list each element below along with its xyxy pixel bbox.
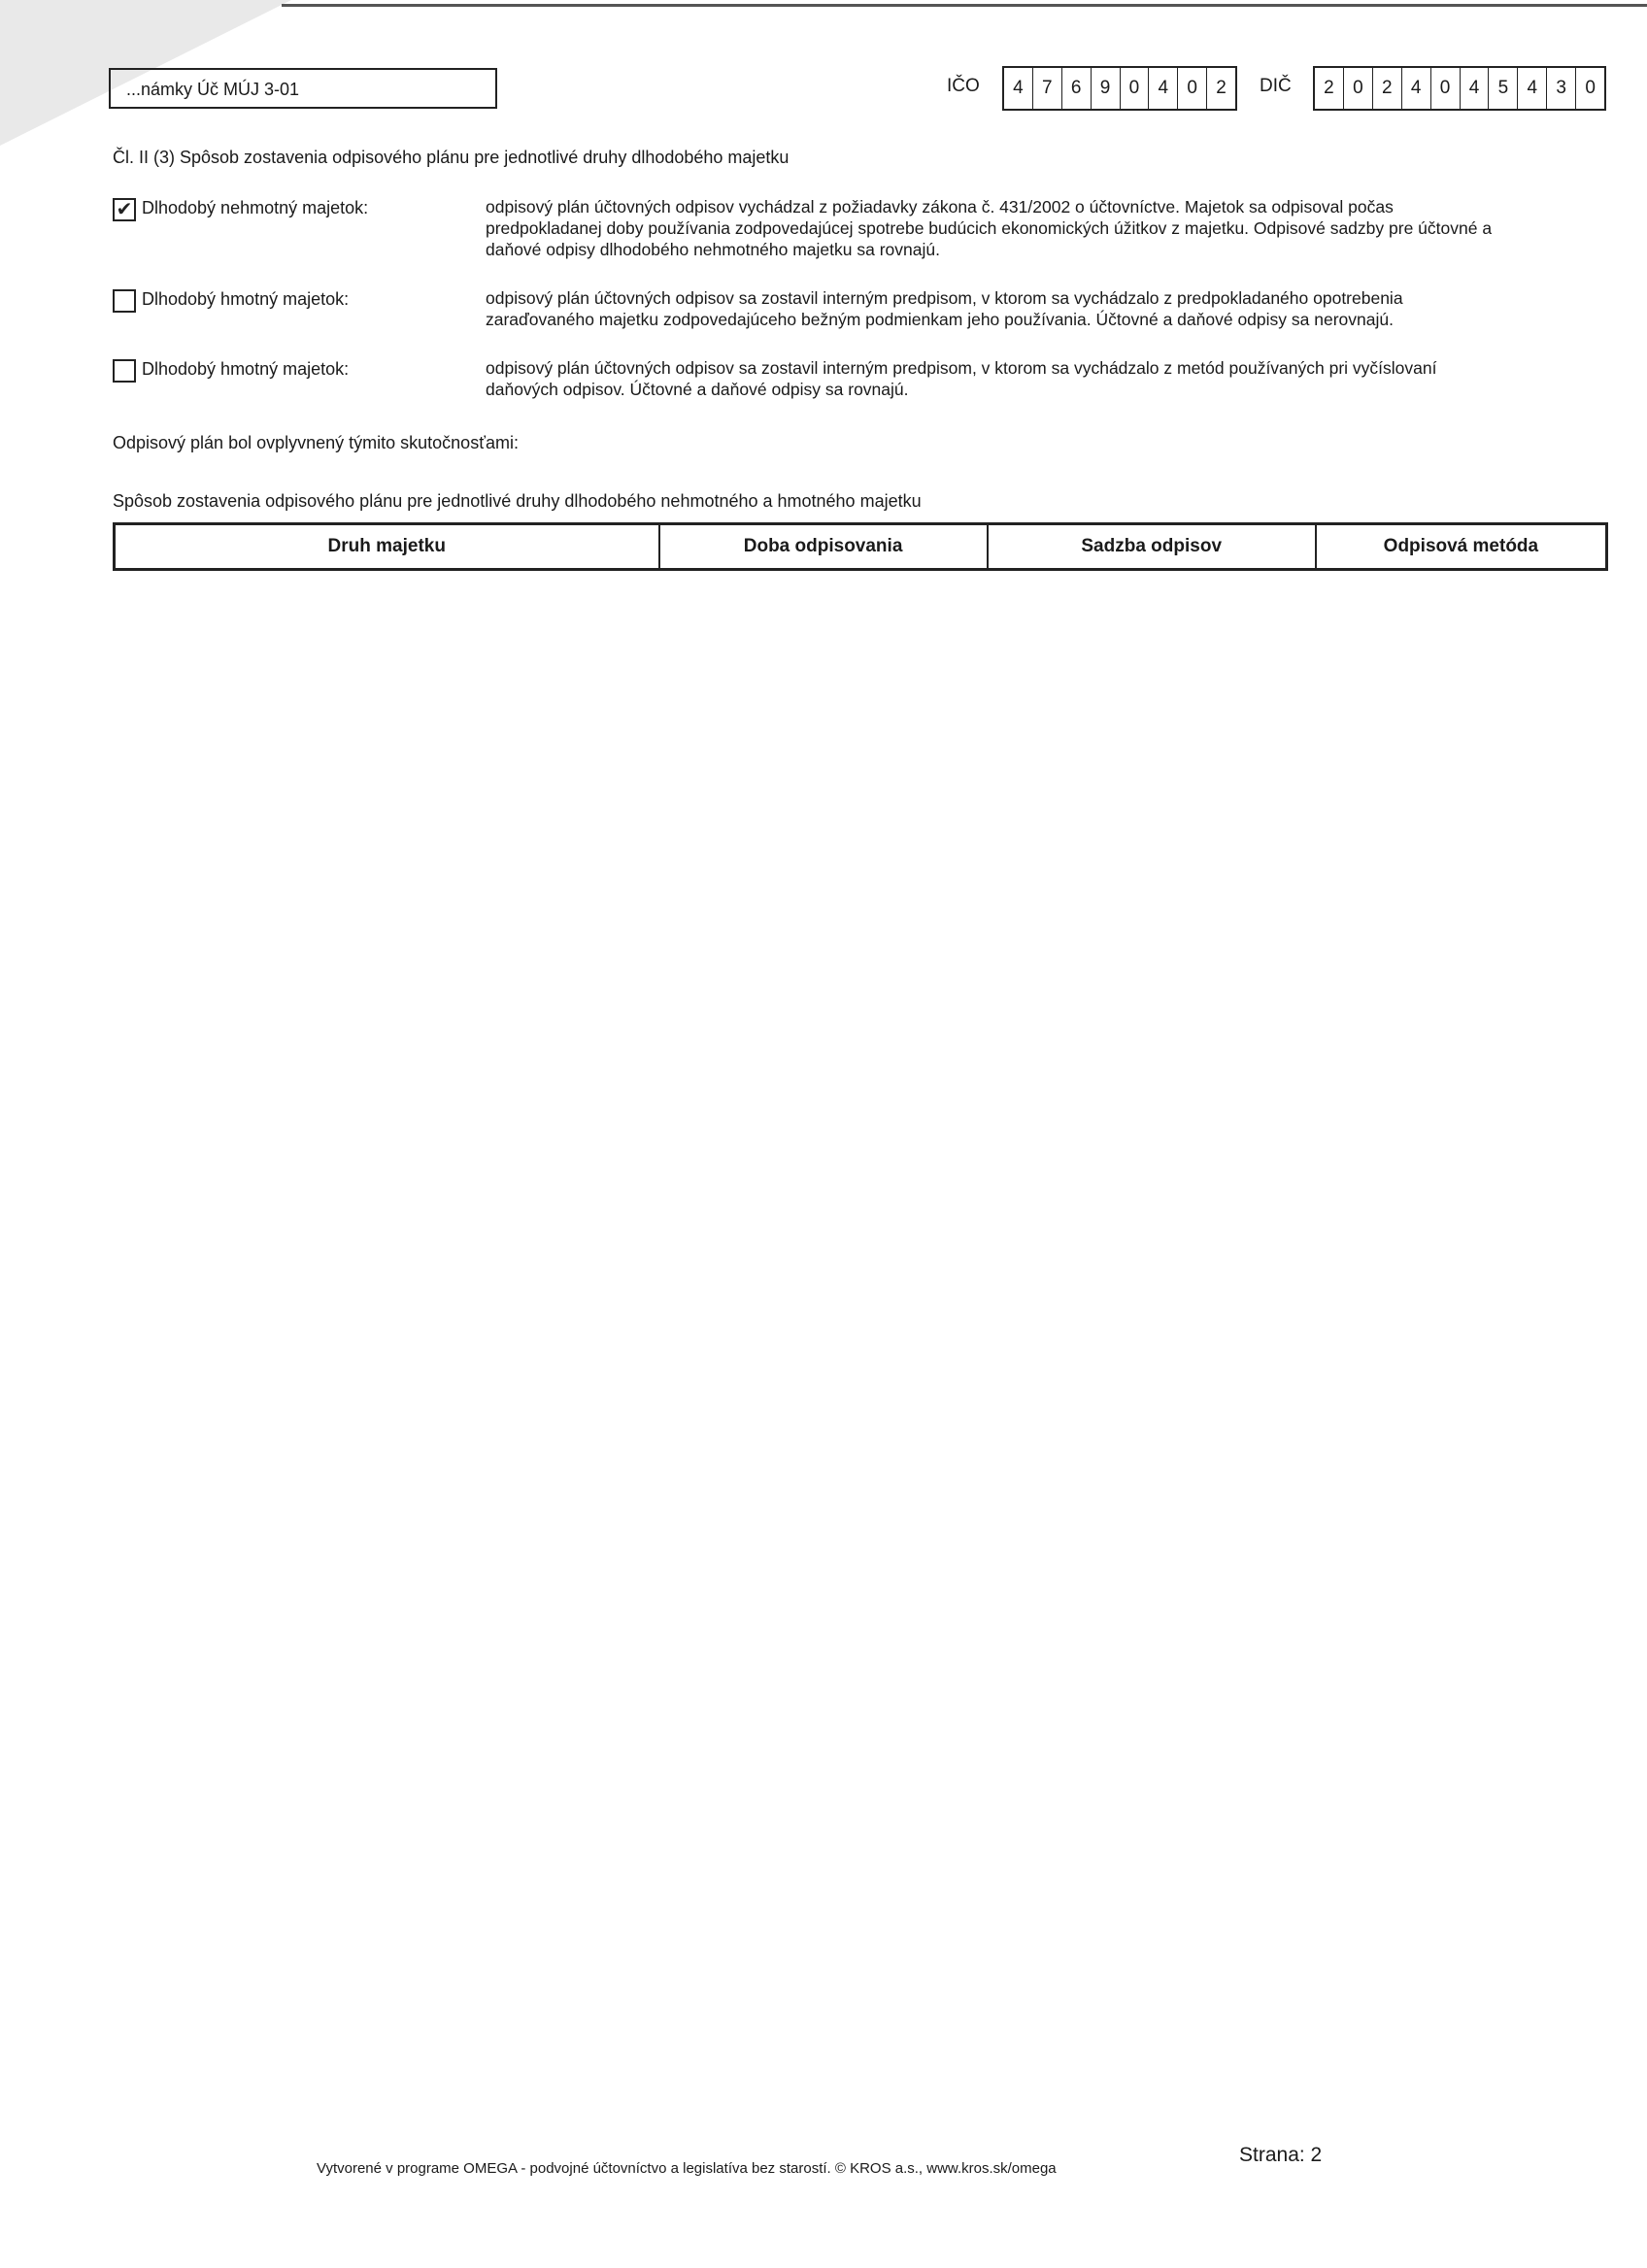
section-title: Čl. II (3) Spôsob zostavenia odpisového plánu pre jednotlivé druhy dlhodobého majetku — [113, 148, 790, 167]
dic-digit: 3 — [1547, 68, 1576, 109]
row-text: odpisový plán účtovných odpisov sa zostavil interným predpisom, v ktorom sa vychádzalo z metód používaných pri vyčíslovaní daňových odpisov. Účtovné a daňové odpisy sa rovnajú. — [486, 358, 1437, 399]
column-header: Doba odpisovania — [659, 524, 988, 570]
dic-digit: 0 — [1585, 78, 1596, 98]
checkbox-tangible-internal[interactable] — [113, 289, 136, 313]
ico-digit: 0 — [1178, 68, 1207, 109]
ico-digit: 4 — [1149, 68, 1178, 109]
ico-digit: 7 — [1033, 68, 1062, 109]
dic-digit: 5 — [1489, 68, 1518, 109]
column-header: Odpisová metóda — [1316, 524, 1607, 570]
document-id: ...námky Úč MÚJ 3-01 — [126, 80, 300, 99]
ico-digit: 4 — [1004, 68, 1033, 109]
checkbox-tangible-tax[interactable] — [113, 359, 136, 383]
dic-digits — [1313, 66, 1606, 111]
row-label: Dlhodobý hmotný majetok: — [142, 359, 350, 379]
table-header-row — [115, 524, 1607, 570]
depreciation-plan-table — [113, 522, 1608, 571]
page-number: Strana: 2 — [1239, 2144, 1323, 2166]
row-label: Dlhodobý hmotný majetok: — [142, 289, 350, 309]
dic-label: DIČ — [1260, 76, 1292, 96]
document-id-box — [109, 68, 497, 109]
dic-digit: 2 — [1315, 68, 1344, 109]
top-rule — [282, 4, 1647, 7]
dic-digit: 0 — [1344, 68, 1373, 109]
ico-digits — [1002, 66, 1237, 111]
checkbox-intangible[interactable]: ✔ — [113, 198, 136, 221]
footer-text: Vytvorené v programe OMEGA - podvojné účtovníctvo a legislatíva bez starostí. © KROS a.s., www.kros.sk/omega — [317, 2160, 1057, 2177]
ico-label: IČO — [947, 76, 980, 96]
ico-digit: 6 — [1062, 68, 1092, 109]
dic-digit: 4 — [1518, 68, 1547, 109]
dic-digit: 2 — [1373, 68, 1402, 109]
column-header: Sadzba odpisov — [988, 524, 1316, 570]
ico-digit: 9 — [1092, 68, 1121, 109]
row-label: Dlhodobý nehmotný majetok: — [142, 198, 369, 217]
influence-text: Odpisový plán bol ovplyvnený týmito skutočnosťami: — [113, 433, 519, 452]
ico-digit: 0 — [1121, 68, 1150, 109]
row-text: odpisový plán účtovných odpisov sa zostavil interným predpisom, v ktorom sa vychádzalo z predpokladaného opotrebenia zaraďovaného majetku zodpovedajúceho bežným podmienkam jeho používania. Účtovné a daňové odpisy sa nerovnajú. — [486, 288, 1403, 329]
dic-digit: 4 — [1402, 68, 1431, 109]
table-title: Spôsob zostavenia odpisového plánu pre jednotlivé druhy dlhodobého nehmotného a hmotného majetku — [113, 491, 922, 511]
dic-digit: 4 — [1461, 68, 1490, 109]
column-header: Druh majetku — [115, 524, 659, 570]
dic-digit: 0 — [1431, 68, 1461, 109]
ico-digit: 2 — [1216, 78, 1227, 98]
row-text: odpisový plán účtovných odpisov vychádzal z požiadavky zákona č. 431/2002 o účtovníctve. Majetok sa odpisoval počas predpokladanej doby používania zodpovedajúcej spotrebe budúcich ekonomických úžitkov z majetku. Odpisové sadzby pre účtovné a daňové odpisy dlhodobého nehmotného majetku sa rovnajú. — [486, 197, 1493, 259]
